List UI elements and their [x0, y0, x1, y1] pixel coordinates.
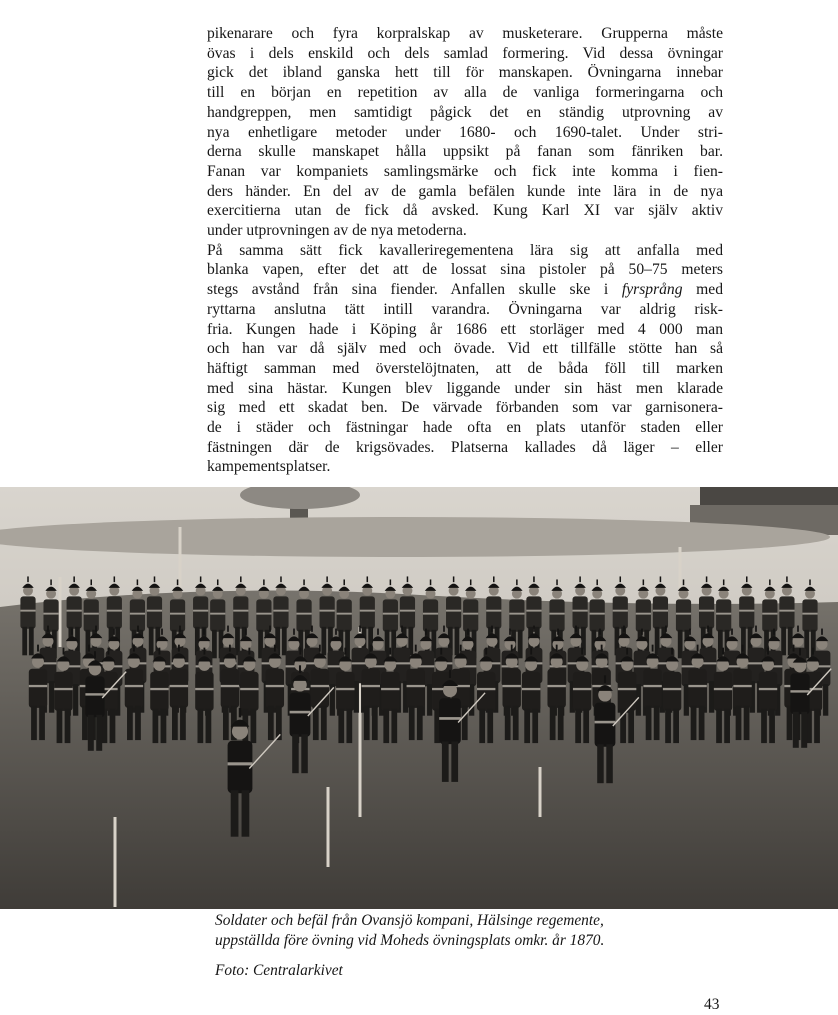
text-line: blanka vapen, efter det att de lossat sina pistoler på 50–75 meters	[207, 261, 723, 279]
text-line: sig med ett skadat ben. De värvade förbanden som var garnisonera-	[207, 399, 723, 417]
photo-caption	[215, 911, 815, 950]
text-line: handgreppen, men samtidigt pågick det en ständig utprovning av	[207, 103, 723, 121]
photo-credit: Foto: Centralarkivet	[215, 962, 343, 979]
text-line-fyrsprang: stegs avstånd från sina fiender. Anfallen skulle ske i fyrsprång med	[207, 281, 723, 299]
text-line: under utprovningen av de nya metoderna.	[207, 222, 467, 240]
page-number: 43	[704, 996, 720, 1013]
text-line: Fanan var kompaniets samlingsmärke och fick inte komma i fien-	[207, 162, 723, 180]
text-line: med sina hästar. Kungen blev liggande under sin häst men klarade	[207, 379, 723, 397]
text-line: gick det ibland ganska hett till för manskapen. Övningarna innebar	[207, 64, 723, 82]
caption-line: uppställda före övning vid Moheds övningsplats omkr. år 1870.	[215, 931, 605, 949]
paragraph-1	[207, 24, 723, 241]
text-line: ders händer. En del av de gamla befälen kunde inte lära in de nya	[207, 182, 723, 200]
text-line: fria. Kungen hade i Köping år 1686 ett storläger med 4 000 man	[207, 320, 723, 338]
text-line: ryttarna anslutna tätt intill varandra. Övningarna var aldrig risk-	[207, 300, 723, 318]
text-line: pikenarare och fyra korpralskap av musketerare. Grupperna måste	[207, 25, 723, 42]
text-line: kampementsplatser.	[207, 458, 331, 476]
text-line: och han var då själv med och övade. Vid ett tillfälle stötte han så	[207, 340, 723, 358]
body-text	[207, 24, 723, 477]
text-line: exercitierna utan de fick då avsked. Kung Karl XI var själv aktiv	[207, 202, 723, 220]
text-line: de i städer och fästningar hade ofta en plats utanför staden eller	[207, 419, 723, 437]
text-line: På samma sätt fick kavalleriregementena lära sig att anfalla med	[207, 241, 723, 259]
text-line: nya enhetligare metoder under 1680- och 1690-talet. Under stri-	[207, 123, 723, 141]
text-line: övas i dels enskild och dels samlad formering. Vid dessa övningar	[207, 44, 723, 62]
text-line: till en början en repetition av alla de vanliga formeringarna och	[207, 84, 723, 102]
distant-field	[0, 517, 830, 557]
text-line: fästningen där de krigsövades. Platserna kallades då läger – eller	[207, 438, 723, 456]
photo-illustration	[0, 487, 838, 909]
soldiers-photograph	[0, 487, 838, 909]
paragraph-2	[207, 241, 723, 477]
text-line: derna skulle manskapet hålla uppsikt på fanan som fänriken bar.	[207, 143, 723, 161]
text-line: häftigt samman med överstelöjtnaten, att de båda föll till marken	[207, 359, 723, 377]
caption-line: Soldater och befäl från Ovansjö kompani, Hälsinge regemente,	[215, 912, 604, 929]
